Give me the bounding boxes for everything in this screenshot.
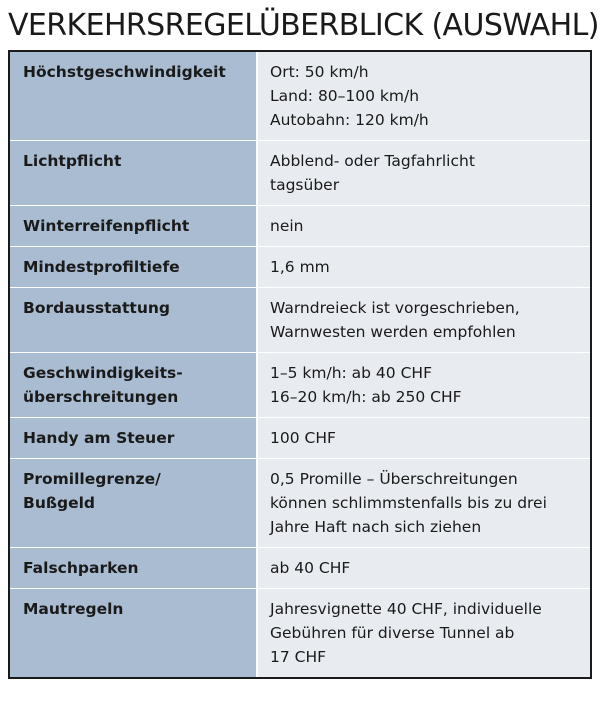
- row-value: [258, 589, 590, 677]
- row-label-line: Höchstgeschwindigkeit: [23, 63, 226, 81]
- row-label-line: überschreitungen: [23, 388, 179, 406]
- row-value-line: können schlimmstenfalls bis zu drei: [270, 494, 547, 512]
- table-row: [10, 246, 590, 287]
- row-value-line: 1–5 km/h: ab 40 CHF: [270, 364, 432, 382]
- row-value: [258, 52, 590, 140]
- row-value-line: 17 CHF: [270, 648, 327, 666]
- table-row: [10, 52, 590, 140]
- row-label-line: Winterreifenpflicht: [23, 217, 190, 235]
- page-title: VERKEHRSREGELÜBERBLICK (AUSWAHL): [8, 8, 599, 43]
- row-value-line: Gebühren für diverse Tunnel ab: [270, 624, 515, 642]
- row-value-line: nein: [270, 217, 304, 235]
- row-label: [10, 353, 258, 417]
- row-value: [258, 459, 590, 547]
- row-label: [10, 459, 258, 547]
- row-value-line: Jahre Haft nach sich ziehen: [270, 518, 482, 536]
- row-value: [258, 548, 590, 588]
- row-value-line: Autobahn: 120 km/h: [270, 111, 429, 129]
- row-label: [10, 589, 258, 677]
- row-label: [10, 141, 258, 205]
- row-value-line: Jahresvignette 40 CHF, individuelle: [270, 600, 542, 618]
- table-row: [10, 205, 590, 246]
- row-label: [10, 247, 258, 287]
- row-value-line: Warnwesten werden empfohlen: [270, 323, 516, 341]
- row-label: [10, 52, 258, 140]
- table-row: [10, 417, 590, 458]
- row-value-line: Land: 80–100 km/h: [270, 87, 420, 105]
- row-label-line: Mindestprofiltiefe: [23, 258, 180, 276]
- table-row: [10, 287, 590, 352]
- row-label-line: Geschwindigkeits-: [23, 364, 183, 382]
- row-value-line: Abblend- oder Tagfahrlicht: [270, 152, 475, 170]
- table-row: [10, 352, 590, 417]
- row-label-line: Falschparken: [23, 559, 139, 577]
- row-value: [258, 141, 590, 205]
- table-row: [10, 547, 590, 588]
- row-value-line: 0,5 Promille – Überschreitungen: [270, 470, 518, 488]
- row-value: [258, 288, 590, 352]
- row-value-line: Ort: 50 km/h: [270, 63, 369, 81]
- row-label-line: Bordausstattung: [23, 299, 171, 317]
- row-label: [10, 206, 258, 246]
- table-row: [10, 588, 590, 677]
- table-row: [10, 140, 590, 205]
- row-value-line: 16–20 km/h: ab 250 CHF: [270, 388, 462, 406]
- row-label-line: Promillegrenze/: [23, 470, 161, 488]
- row-value-line: 100 CHF: [270, 429, 336, 447]
- row-value: [258, 247, 590, 287]
- row-label-line: Handy am Steuer: [23, 429, 175, 447]
- row-value: [258, 418, 590, 458]
- row-label: [10, 288, 258, 352]
- row-value: [258, 206, 590, 246]
- row-value-line: 1,6 mm: [270, 258, 330, 276]
- rules-table: [8, 50, 592, 679]
- row-label-line: Lichtpflicht: [23, 152, 122, 170]
- table-row: [10, 458, 590, 547]
- row-value-line: ab 40 CHF: [270, 559, 351, 577]
- row-label-line: Mautregeln: [23, 600, 124, 618]
- row-value-line: Warndreieck ist vorgeschrieben,: [270, 299, 520, 317]
- row-value: [258, 353, 590, 417]
- row-label-line: Bußgeld: [23, 494, 96, 512]
- row-label: [10, 418, 258, 458]
- row-label: [10, 548, 258, 588]
- row-value-line: tagsüber: [270, 176, 340, 194]
